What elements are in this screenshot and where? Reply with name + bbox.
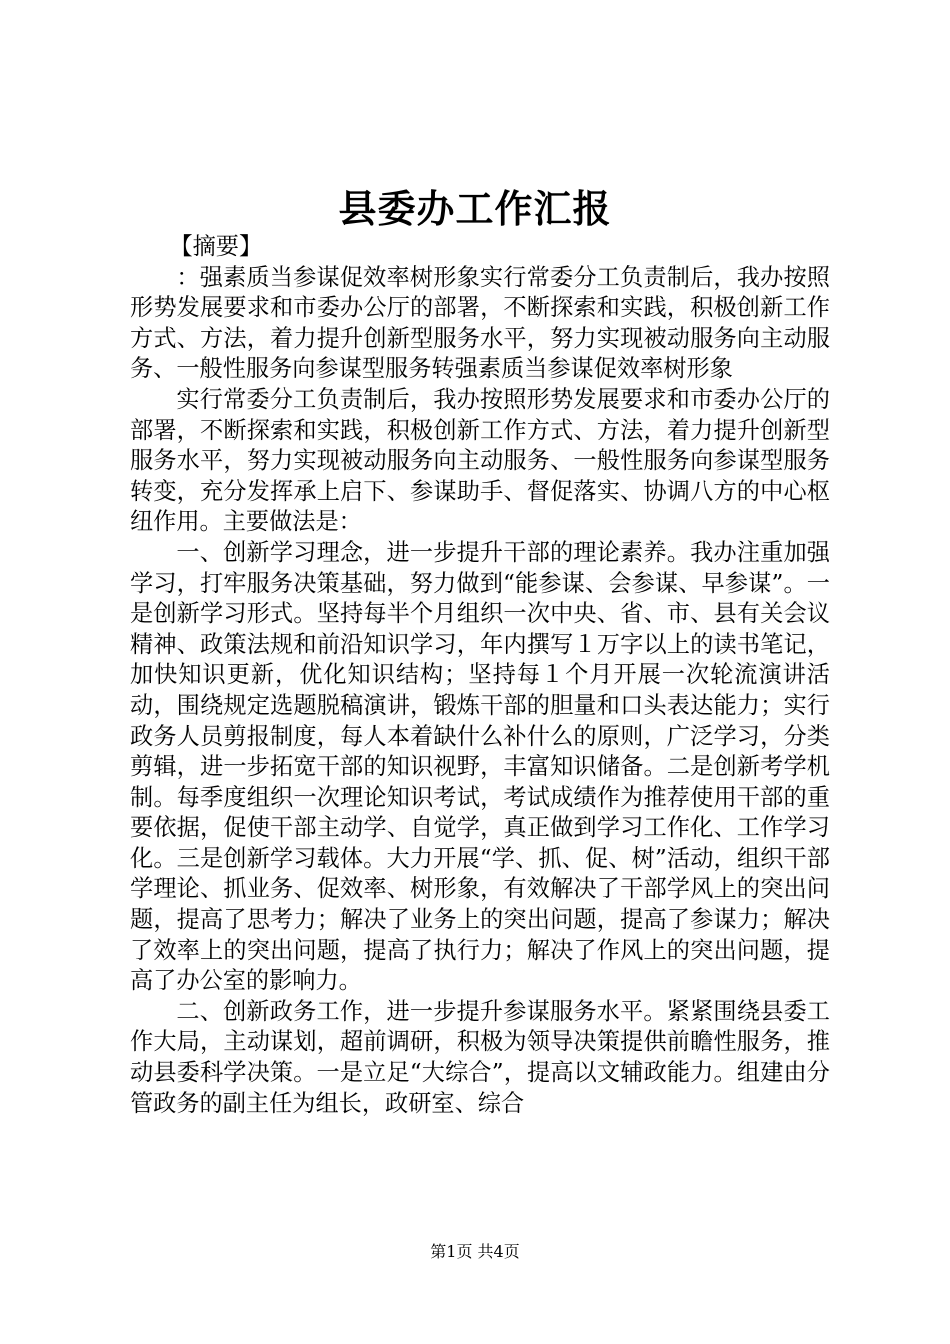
page-number-footer: 第1页 共4页 (430, 1242, 520, 1261)
abstract-label: 【摘要】 (169, 233, 263, 260)
body-paragraph: 一、创新学习理念，进一步提升干部的理论素养。我办注重加强学习，打牢服务决策基础，努力做到“能参谋、会参谋、早参谋”。一是创新学习形式。坚持每半个月组织一次中央、省、市、县有关会议精神、政策法规和前沿知识学习，年内撰写１万字以上的读书笔记，加快知识更新，优化知识结构；坚持每１个月开展一次轮流演讲活动，围绕规定选题脱稿演讲，锻炼干部的胆量和口头表达能力；实行政务人员剪报制度，每人本着缺什么补什么的原则，广泛学习，分类剪辑，进一步拓宽干部的知识视野，丰富知识储备。二是创新考学机制。每季度组织一次理论知识考试，考试成绩作为推荐使用干部的重要依据，促使干部主动学、自觉学，真正做到学习工作化、工作学习化。三是创新学习载体。大力开展“学、抓、促、树”活动，组织干部学理论、抓业务、促效率、树形象，有效解决了干部学风上的突出问题，提高了思考力；解决了业务上的突出问题，提高了参谋力；解决了效率上的突出问题，提高了执行力；解决了作风上的突出问题，提高了办公室的影响力。 (130, 538, 830, 995)
body-paragraph: 二、创新政务工作，进一步提升参谋服务水平。紧紧围绕县委工作大局，主动谋划，超前调研，积极为领导决策提供前瞻性服务，推动县委科学决策。一是立足“大综合”，提高以文辅政能力。组建由分管政务的副主任为组长，政研室、综合 (130, 997, 830, 1117)
document-body (130, 232, 830, 1119)
abstract-paragraph: ：强素质当参谋促效率树形象实行常委分工负责制后，我办按照形势发展要求和市委办公厅的部署，不断探索和实践，积极创新工作方式、方法，着力提升创新型服务水平，努力实现被动服务向主动服务、一般性服务向参谋型服务转强素质当参谋促效率树形象 (130, 263, 830, 383)
document-title: 县委办工作汇报 (338, 186, 612, 231)
body-paragraph: 实行常委分工负责制后，我办按照形势发展要求和市委办公厅的部署，不断探索和实践，积极创新工作方式、方法，着力提升创新型服务水平，努力实现被动服务向主动服务、一般性服务向参谋型服务转变，充分发挥承上启下、参谋助手、督促落实、协调八方的中心枢纽作用。主要做法是： (130, 385, 830, 536)
